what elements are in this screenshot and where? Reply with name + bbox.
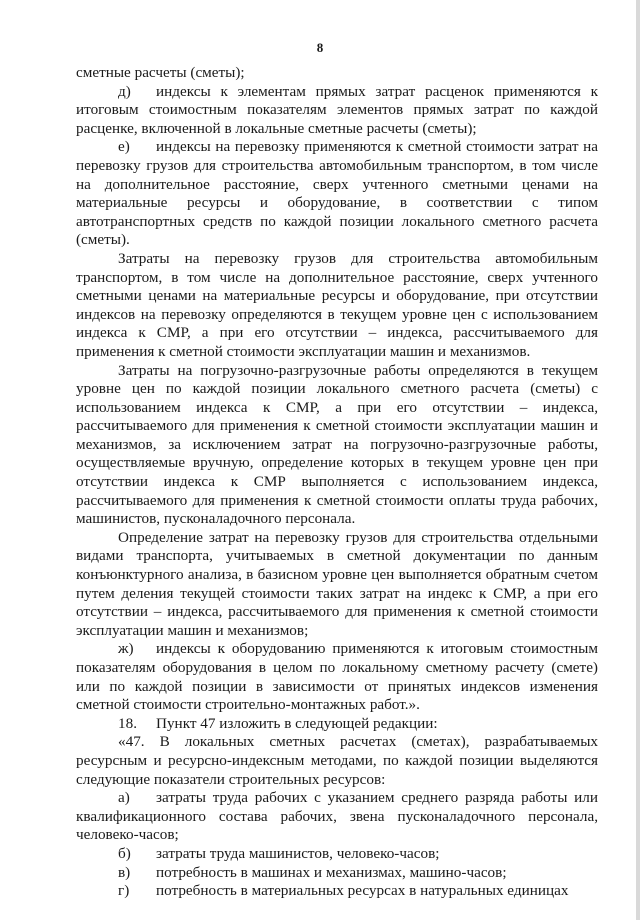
scan-edge <box>636 0 640 920</box>
list-marker: 18. <box>118 714 137 732</box>
paragraph-transport-types <box>76 529 598 641</box>
paragraph-transport-costs <box>76 250 598 362</box>
list-item-g <box>76 882 598 901</box>
list-marker: в) <box>118 863 131 881</box>
list-item-text: индексы к элементам прямых затрат расценок применяются к итоговым стоимостным показателям элементов прямых затрат по каждой расценке, включенной в локальные сметные расчеты (сметы); <box>76 82 598 137</box>
paragraph-text: Затраты на перевозку грузов для строительства автомобильным транспортом, в том числе на дополнительное расстояние, сверх учтенного сметными ценами на материальные ресурсы и оборудование, при отсутствии индексов на перевозку определяются в текущем уровне цен с использованием индекса к СМР, а при его отсутствии – индекса, рассчитываемого для применения к сметной стоимости эксплуатации машин и механизмов. <box>76 249 598 360</box>
list-item-text: индексы на перевозку применяются к сметной стоимости затрат на перевозку грузов для строительства автомобильным транспортом, в том числе на дополнительное расстояние, сверх учтенного сметными ценами на материальные ресурсы и оборудование, в соответствии с типом автотранспортных средств по каждой позиции локального сметного расчета (сметы). <box>76 138 598 249</box>
list-item-zh <box>76 640 598 714</box>
list-item-d <box>76 83 598 139</box>
paragraph-text: Определение затрат на перевозку грузов для строительства отдельными видами транспорта, учитываемых в сметной документации по данным конъюнктурного анализа, в базисном уровне цен выполняется обратным счетом путем деления текущей стоимости таких затрат на индекс к СМР, а при его отсутствии – индекса, рассчитываемого для применения к сметной стоимости эксплуатации машин и механизмов; <box>76 528 598 639</box>
paragraph-text: «47. В локальных сметных расчетах (сметах), разрабатываемых ресурсным и ресурсно-индексным методами, по каждой позиции выделяются следующие показатели строительных ресурсов: <box>76 733 598 788</box>
list-marker: б) <box>118 844 131 862</box>
paragraph-text: Затраты на погрузочно-разгрузочные работы определяются в текущем уровне цен по каждой позиции локального сметного расчета (сметы) с использованием индекса к СМР, а при его отсутствии – индекса, рассчитываемого для применения к сметной стоимости эксплуатации машин и механизмов, за исключением затрат на погрузочно-разгрузочные работы, осуществляемые вручную, определение которых в текущем уровне цен при отсутствии индекса к СМР выполняется с использованием индекса, рассчитываемого для применения к сметной стоимости оплаты труда рабочих, машинистов, пусконаладочного персонала. <box>76 361 598 528</box>
list-marker: а) <box>118 789 130 807</box>
list-marker: г) <box>118 882 130 900</box>
paragraph-continuation <box>76 64 598 83</box>
list-item-a <box>76 789 598 845</box>
list-item-text: затраты труда машинистов, человеко-часов; <box>156 844 440 862</box>
list-item-text: потребность в материальных ресурсах в натуральных единицах <box>156 882 569 900</box>
paragraph-loading-costs <box>76 362 598 529</box>
list-item-b <box>76 845 598 864</box>
list-marker: ж) <box>118 640 134 658</box>
document-body <box>76 64 598 901</box>
list-marker: д) <box>118 82 131 100</box>
page-number: 8 <box>316 40 324 55</box>
list-item-text: индексы к оборудованию применяются к итоговым стоимостным показателям оборудования в целом по локальному сметному расчету (смете) или по каждой позиции в зависимости от принятых индексов изменения сметной стоимости строительно-монтажных работ.». <box>76 640 598 714</box>
list-item-text: затраты труда рабочих с указанием среднего разряда работы или квалификационного состава рабочих, звена пусконаладочного персонала, человеко-часов; <box>76 789 598 844</box>
list-item-e <box>76 138 598 250</box>
list-item-18 <box>76 715 598 734</box>
list-marker: е) <box>118 138 130 156</box>
paragraph-point-47 <box>76 733 598 789</box>
list-item-v <box>76 864 598 883</box>
paragraph-text: сметные расчеты (сметы); <box>76 64 245 81</box>
list-item-text: потребность в машинах и механизмах, машино-часов; <box>156 863 507 881</box>
list-item-text: Пункт 47 изложить в следующей редакции: <box>156 714 438 732</box>
